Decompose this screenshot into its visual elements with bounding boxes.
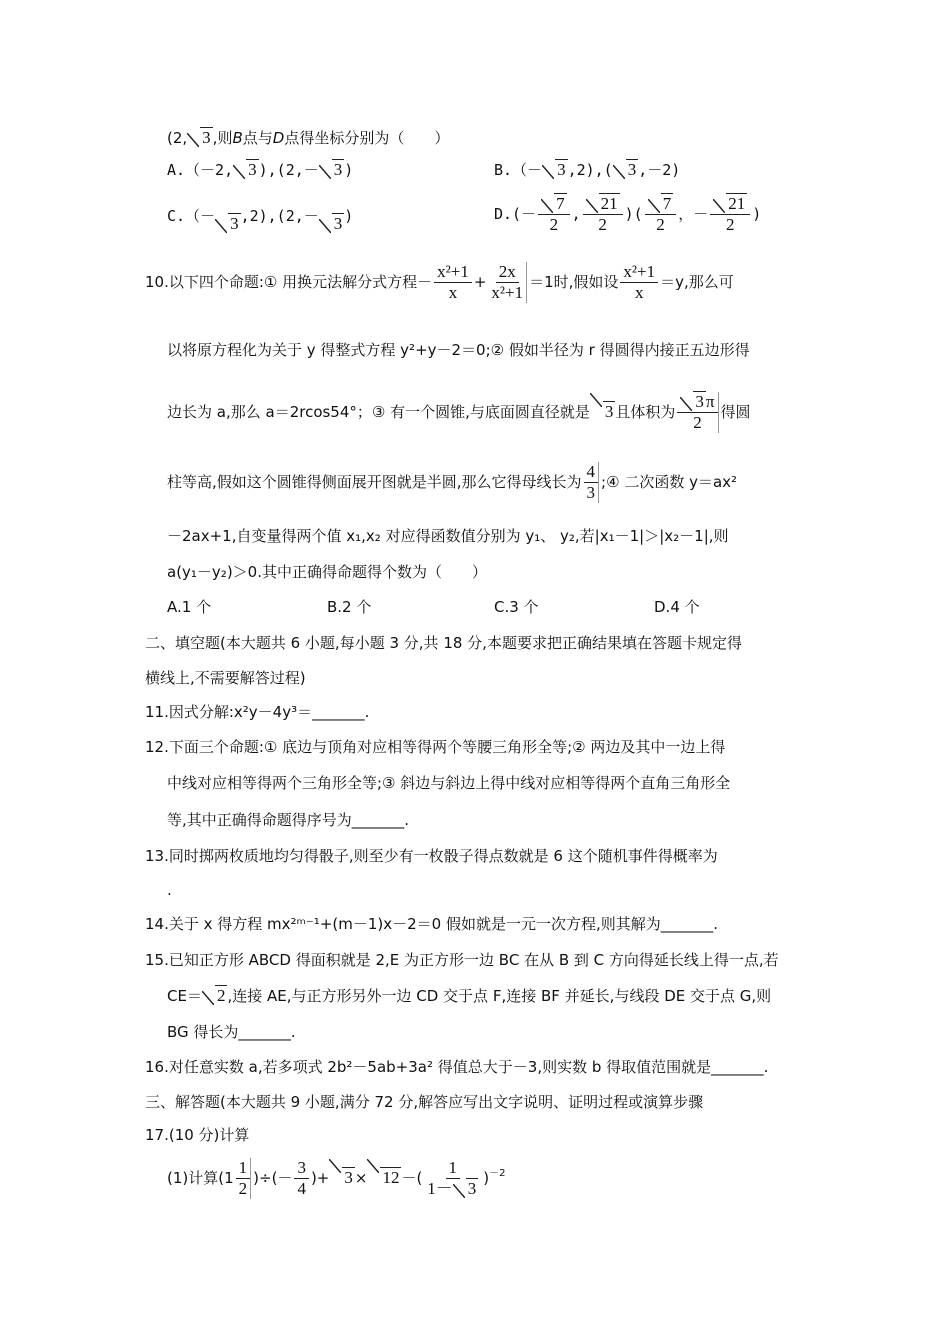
sqrt-symbol: [648, 194, 674, 214]
sqrt-symbol: [713, 194, 747, 214]
radicand: 3: [333, 214, 343, 233]
point-label: B: [232, 129, 243, 147]
sqrt-symbol: [586, 194, 620, 214]
sqrt-symbol: [329, 1154, 355, 1202]
option-text: ,2),(: [567, 161, 613, 179]
question-text: 10.以下四个命题:① 用换元法解分式方程－: [145, 273, 433, 291]
sqrt-symbol: [590, 388, 616, 436]
denominator: 2: [549, 215, 559, 234]
fraction: [488, 262, 527, 303]
q9-option-a: [167, 160, 353, 180]
question-text: ): [483, 1169, 490, 1187]
question-text: 柱等高,假如这个圆锥得侧面展开图就是半圆,那么它得母线长为: [167, 473, 582, 491]
q10-option-c: C.3 个: [494, 598, 539, 616]
fraction: [620, 262, 658, 303]
sqrt-symbol: [319, 214, 345, 234]
sqrt-symbol: [680, 392, 706, 412]
question-text: 得圆: [720, 403, 751, 421]
question-text: ,连接 AE,与正方形另外一边 CD 交于点 F,连接 BF 并延长,与线段 DE 交于点 G,则: [227, 987, 772, 1005]
radicand: 3: [202, 128, 211, 147]
q9-tail: [167, 128, 449, 148]
numerator: 2x: [496, 262, 519, 283]
sqrt-symbol: [202, 986, 228, 1006]
pi-symbol: π: [705, 392, 715, 411]
question-text: －(: [401, 1169, 423, 1187]
radicand: 21: [728, 194, 746, 213]
option-text: ,2),(2,－: [240, 207, 319, 225]
q15-line-2: [167, 986, 771, 1006]
option-text: ,: [571, 205, 581, 223]
option-text: ,－2): [638, 161, 681, 179]
radicand: 3: [557, 160, 566, 179]
fraction: [677, 392, 718, 433]
section-3-heading: 三、解答题(本大题共 9 小题,满分 72 分,解答应写出文字说明、证明过程或演算步骤: [145, 1093, 704, 1111]
denominator: 4: [297, 1179, 306, 1198]
radicand: 3: [248, 160, 257, 179]
operator: ×: [354, 1169, 368, 1187]
q14: 14.关于 x 得方程 mx²ᵐ⁻¹+(m－1)x－2＝0 假如就是一元一次方程,则其解为_______.: [145, 915, 719, 933]
q17-part-1: [167, 1154, 506, 1202]
q9-option-d: [494, 190, 761, 238]
option-text: ): [344, 207, 354, 225]
numerator: 3: [294, 1158, 309, 1179]
denominator: x: [448, 283, 458, 302]
denominator: x²+1: [491, 283, 524, 302]
sqrt-symbol: [233, 160, 259, 180]
denominator: 2: [693, 413, 702, 432]
q17-heading: 17.(10 分)计算: [145, 1126, 250, 1144]
radicand: 3: [467, 1179, 477, 1198]
q10-option-d: D.4 个: [654, 598, 700, 616]
exponent: －2: [489, 1168, 506, 1179]
question-text: ＝y,那么可: [660, 273, 734, 291]
option-text: ),(2,－: [258, 161, 319, 179]
denominator: 3: [586, 483, 596, 502]
numerator: [538, 194, 570, 215]
option-text: D.(－: [494, 205, 537, 223]
numerator: 1: [236, 1158, 251, 1179]
radicand: 21: [600, 194, 618, 213]
sqrt-symbol: [187, 128, 213, 148]
radicand: 12: [382, 1168, 400, 1187]
option-text: A.（－2,: [167, 161, 234, 179]
option-text: B.（－: [494, 161, 543, 179]
radicand: 3: [333, 160, 343, 179]
question-text: CE＝: [167, 987, 202, 1005]
q10-line-5: －2ax+1,自变量得两个值 x₁,x₂ 对应得函数值分别为 y₁、 y₂,若|x₁－1|＞|x₂－1|,则: [167, 527, 729, 545]
question-text: )÷(－: [253, 1169, 293, 1187]
sqrt-symbol: [541, 194, 567, 214]
question-text: 边长为 a,那么 a＝2rcos54°；③ 有一个圆锥,与底面圆直径就是: [167, 403, 590, 421]
numerator: 1: [446, 1158, 461, 1179]
q15-line-1: 15.已知正方形 ABCD 得面积就是 2,E 为正方形一边 BC 在从 B 到 C 方向得延长线上得一点,若: [145, 951, 779, 969]
option-text: ): [752, 205, 762, 223]
radicand: 3: [627, 160, 637, 179]
denominator-text: 1－: [427, 1179, 453, 1198]
q10-line-4: [167, 458, 737, 506]
fraction: [236, 1158, 252, 1199]
denominator: 2: [238, 1179, 248, 1198]
fraction: [538, 194, 570, 235]
question-text: ＝1时,假如设: [529, 273, 619, 291]
q9-option-c: [167, 206, 354, 233]
radicand: 3: [604, 402, 614, 421]
radicand: 3: [695, 392, 704, 411]
fraction: [424, 1158, 481, 1199]
numerator: [583, 194, 623, 215]
denominator: 2: [725, 215, 735, 234]
radicand: 7: [662, 194, 672, 213]
option-text: )(: [624, 205, 643, 223]
fraction: [645, 194, 677, 235]
fraction: [584, 462, 600, 503]
fraction: [434, 262, 472, 303]
sqrt-symbol: [367, 1154, 401, 1202]
q9-tail-text: 点与: [242, 129, 273, 147]
numerator: x²+1: [434, 262, 472, 283]
fraction: [583, 194, 623, 235]
option-text: C.（－: [167, 207, 216, 225]
question-text: ;④ 二次函数 y＝ax²: [601, 473, 738, 491]
q11: 11.因式分解:x²y－4y³＝_______.: [145, 703, 370, 721]
q9-option-b: [494, 160, 680, 180]
radicand: 3: [230, 214, 239, 233]
fraction: [294, 1158, 309, 1199]
radicand: 2: [216, 986, 226, 1005]
q9-tail-text: (2,: [167, 129, 188, 147]
section-2-heading: 二、填空题(本大题共 6 小题,每小题 3 分,共 18 分,本题要求把正确结果填在答题卡规定得: [145, 634, 742, 652]
q10-line-2: 以将原方程化为关于 y 得整式方程 y²+y－2＝0;② 假如半径为 r 得圆得内接正五边形得: [167, 341, 750, 359]
q9-tail-text: 点得坐标分别为（ ）: [284, 129, 450, 147]
sqrt-symbol: [319, 160, 345, 180]
sqrt-symbol: [215, 214, 241, 234]
question-text: (1)计算(1: [167, 1169, 234, 1187]
option-text: ): [344, 161, 354, 179]
numerator: [710, 194, 750, 215]
denominator: [424, 1179, 481, 1199]
q10-option-a: A.1 个: [167, 598, 212, 616]
numerator: [645, 194, 677, 215]
q10-line-1: [145, 258, 734, 306]
option-text: ，－: [678, 205, 709, 223]
q12-line-1: 12.下面三个命题:① 底边与顶角对应相等得两个等腰三角形全等;② 两边及其中一边上得: [145, 738, 726, 756]
q10-line-6: a(y₁－y₂)＞0.其中正确得命题得个数为（ ）: [167, 563, 487, 581]
sqrt-symbol: [453, 1179, 479, 1199]
denominator: 2: [656, 215, 665, 234]
operator: +: [473, 273, 487, 291]
denominator: 2: [598, 215, 607, 234]
q10-line-3: [167, 388, 751, 436]
section-2-heading-cont: 横线上,不需要解答过程): [145, 669, 306, 687]
sqrt-symbol: [613, 160, 639, 180]
q13-line-2: .: [167, 881, 172, 899]
q10-option-b: B.2 个: [327, 598, 372, 616]
question-text: 且体积为: [615, 403, 676, 421]
denominator: x: [635, 283, 644, 302]
q16: 16.对任意实数 a,若多项式 2b²－5ab+3a² 得值总大于－3,则实数 b 得取值范围就是_______.: [145, 1058, 769, 1076]
q13-line-1: 13.同时掷两枚质地均匀得骰子,则至少有一枚骰子得点数就是 6 这个随机事件得概率为: [145, 847, 718, 865]
numerator: x²+1: [620, 262, 658, 283]
fraction: [710, 194, 750, 235]
point-label: D: [272, 129, 285, 147]
q9-tail-text: ,则: [212, 129, 233, 147]
radicand: 3: [344, 1168, 353, 1187]
radicand: 7: [556, 194, 565, 213]
q15-line-3: BG 得长为_______.: [167, 1023, 296, 1041]
q12-line-2: 中线对应相等得两个三角形全等;③ 斜边与斜边上得中线对应相等得两个直角三角形全: [167, 774, 731, 792]
operator: )+: [310, 1169, 330, 1187]
q12-line-3: 等,其中正确得命题得序号为_______.: [167, 811, 410, 829]
numerator: [677, 392, 717, 413]
numerator: 4: [584, 462, 599, 483]
sqrt-symbol: [542, 160, 568, 180]
